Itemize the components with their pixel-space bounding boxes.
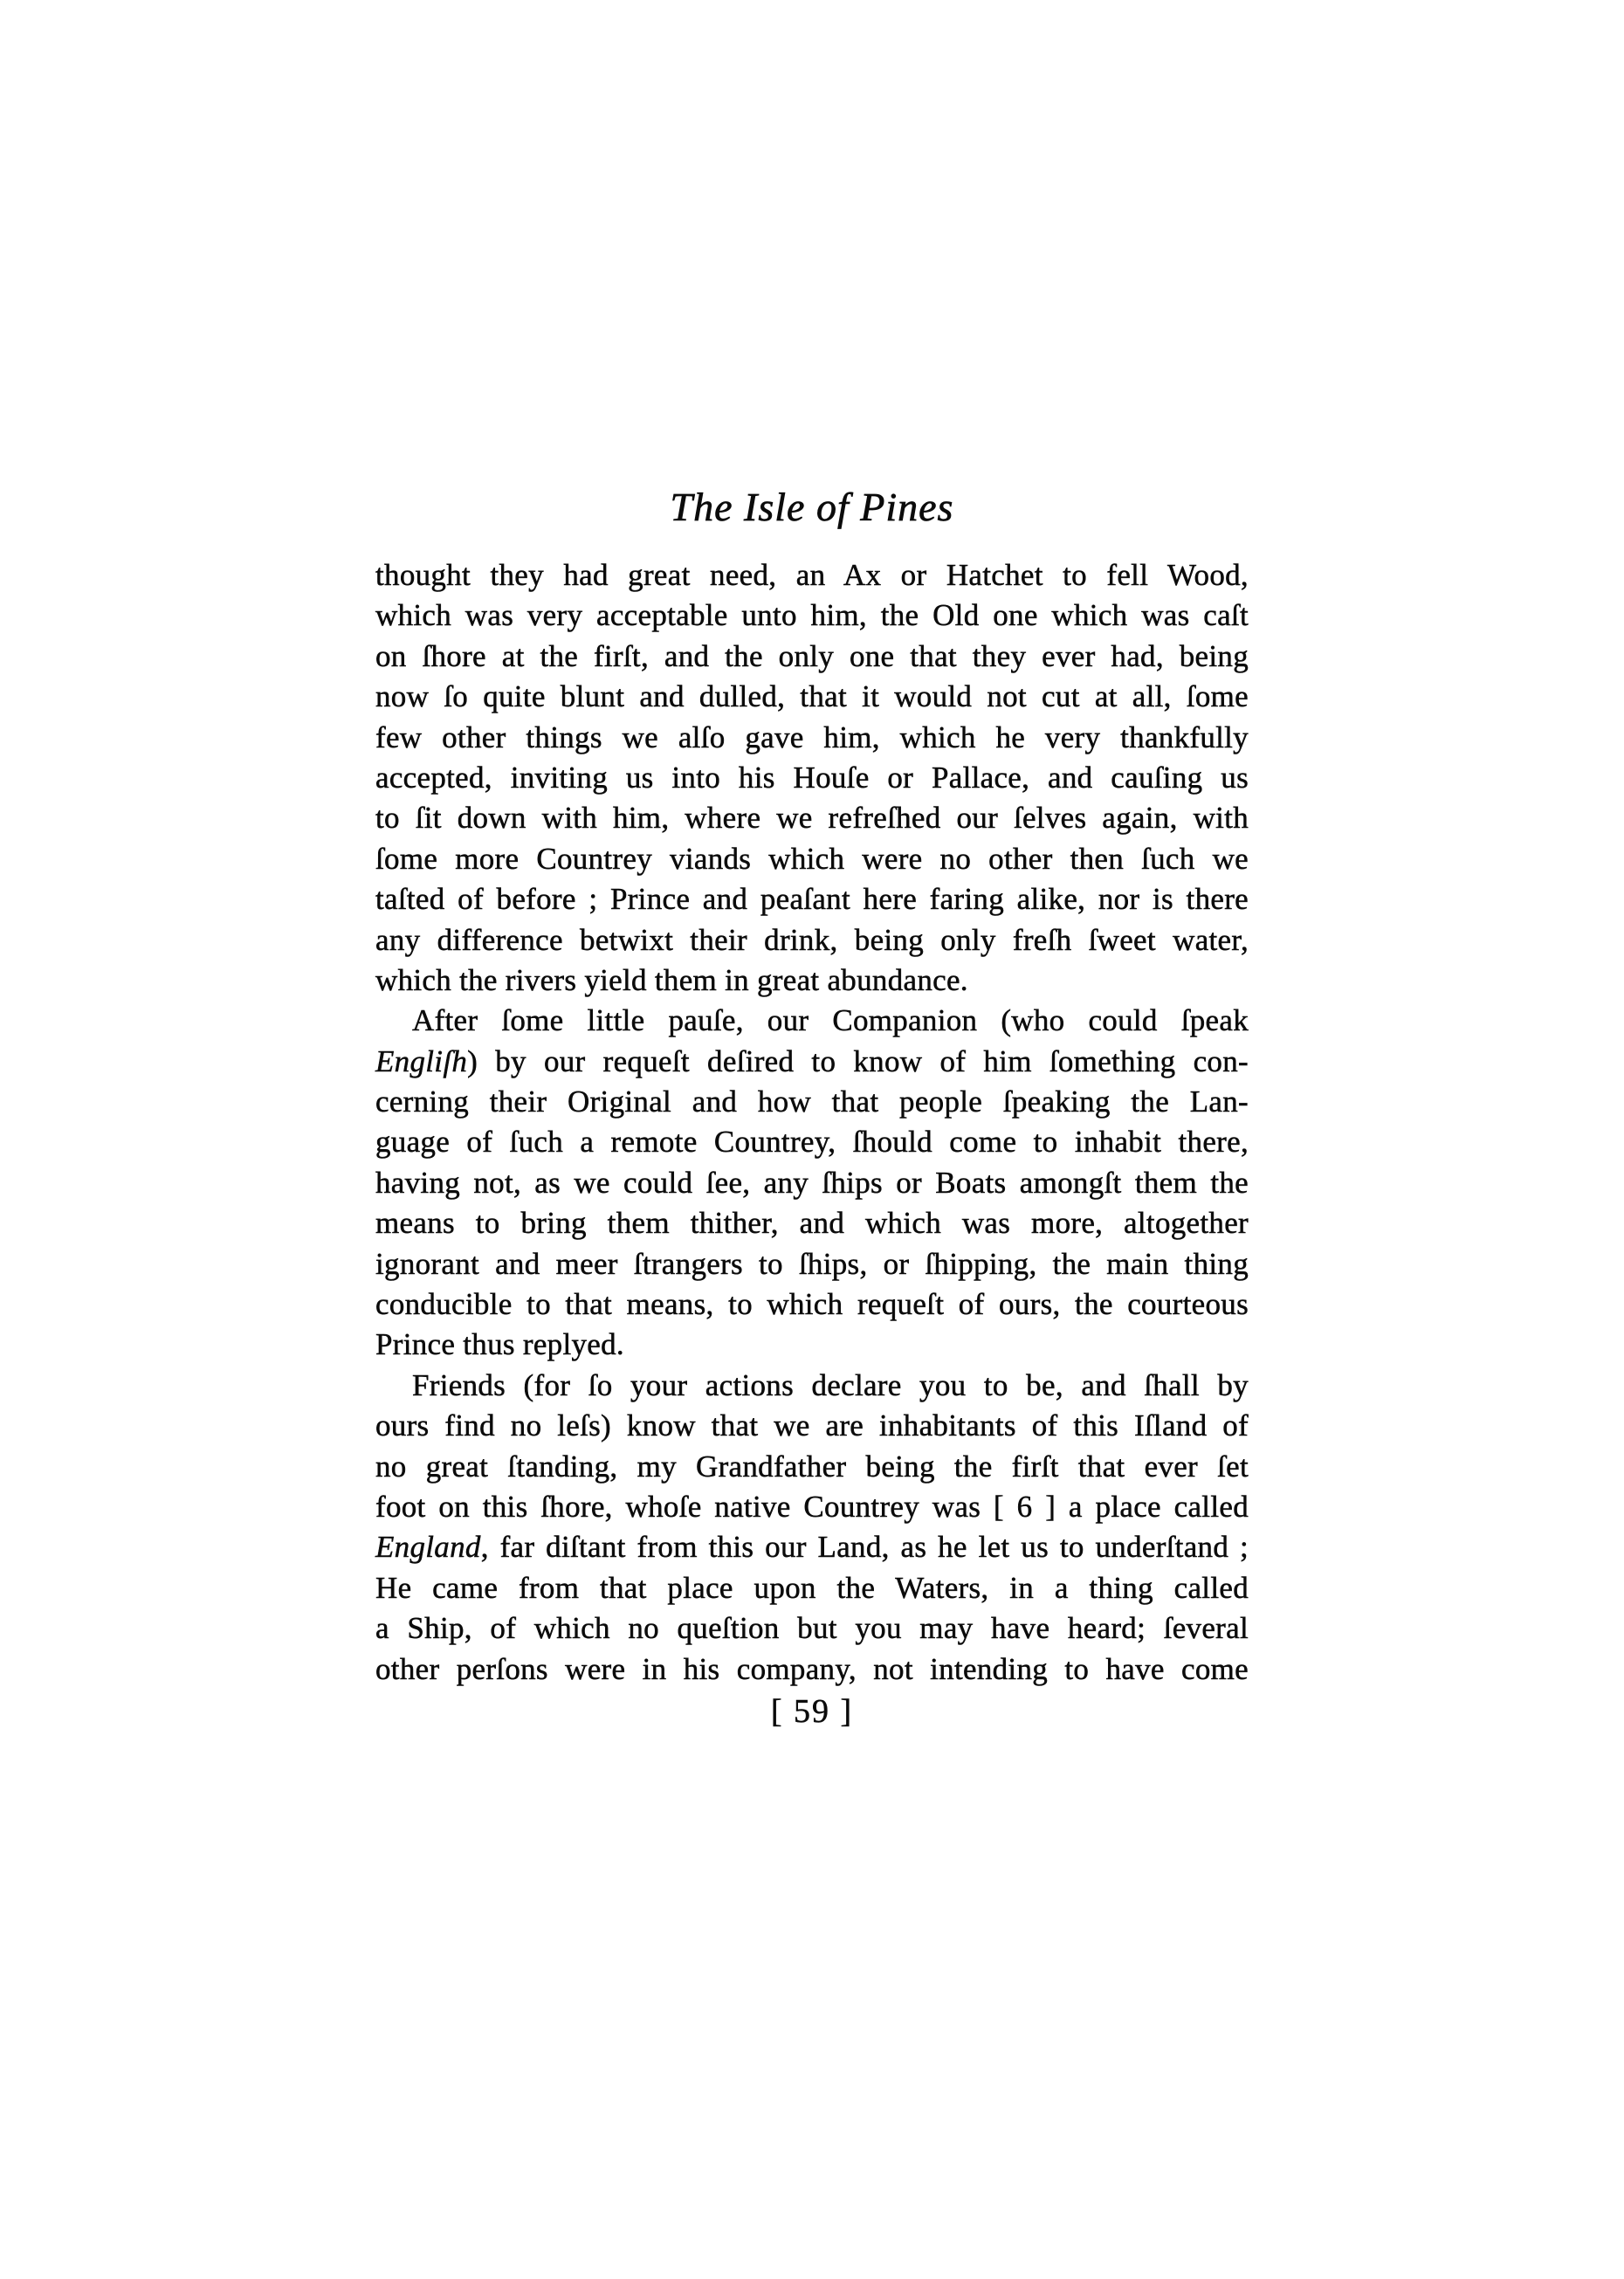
text-line: He came from that place upon the Waters, in a thing called (375, 1570, 1249, 1605)
text-line: few other things we alſo gave him, which he very thankfully (375, 720, 1249, 754)
page-number: [ 59 ] (770, 1693, 854, 1730)
text-line: foot on this ſhore, whoſe native Countrey was [ 6 ] a place called (375, 1489, 1249, 1524)
text-line: taſted of before ; Prince and peaſant here faring alike, nor is there (375, 882, 1249, 917)
text-line: any difference betwixt their drink, being only freſh ſweet water, (375, 922, 1249, 957)
text-line: a Ship, of which no queſtion but you may have heard; ſeveral (375, 1611, 1249, 1646)
text-line: other perſons were in his company, not intending to have come (375, 1651, 1249, 1686)
text-line: ſome more Countrey viands which were no other then ſuch we (375, 841, 1249, 876)
paragraph (375, 555, 1249, 1001)
text-line: on ſhore at the firſt, and the only one that they ever had, being (375, 638, 1249, 673)
paragraph (375, 1366, 1249, 1690)
running-title: The Isle of Pines (670, 485, 954, 529)
text-line: which was very acceptable unto him, the Old one which was caſt (375, 598, 1249, 633)
text-line: England, far diſtant from this our Land, as he let us to underſtand ; (375, 1530, 1249, 1565)
text-line: having not, as we could ſee, any ſhips or Boats amongſt them the (375, 1165, 1249, 1200)
text-line: Friends (for ſo your actions declare you to be, and ſhall by (412, 1367, 1249, 1402)
text-line: guage of ſuch a remote Countrey, ſhould come to inhabit there, (375, 1125, 1249, 1160)
text-line: thought they had great need, an Ax or Hatchet to fell Wood, (375, 558, 1249, 592)
text-line: no great ſtanding, my Grandfather being the firſt that ever ſet (375, 1449, 1249, 1484)
text-line: Engliſh) by our requeſt deſired to know of him ſomething con- (375, 1043, 1249, 1078)
text-line: conducible to that means, to which requeſt of ours, the courteous (375, 1287, 1249, 1322)
text-line: After ſome little pauſe, our Companion (who could ſpeak (412, 1003, 1249, 1038)
text-block (375, 555, 1249, 1690)
paragraph (375, 1001, 1249, 1366)
text-line: which the rivers yield them in great abundance. (375, 962, 968, 997)
text-line: Prince thus replyed. (375, 1327, 624, 1362)
text-line: means to bring them thither, and which was more, altogether (375, 1206, 1249, 1241)
text-line: cerning their Original and how that people ſpeaking the Lan- (375, 1084, 1249, 1119)
text-line: to ſit down with him, where we refreſhed our ſelves again, with (375, 801, 1249, 836)
text-line: ours find no leſs) know that we are inhabitants of this Iſland of (375, 1408, 1249, 1443)
text-line: ignorant and meer ſtrangers to ſhips, or ſhipping, the main thing (375, 1246, 1249, 1281)
text-line: now ſo quite blunt and dulled, that it would not cut at all, ſome (375, 679, 1249, 714)
text-line: accepted, inviting us into his Houſe or Pallace, and cauſing us (375, 760, 1249, 795)
